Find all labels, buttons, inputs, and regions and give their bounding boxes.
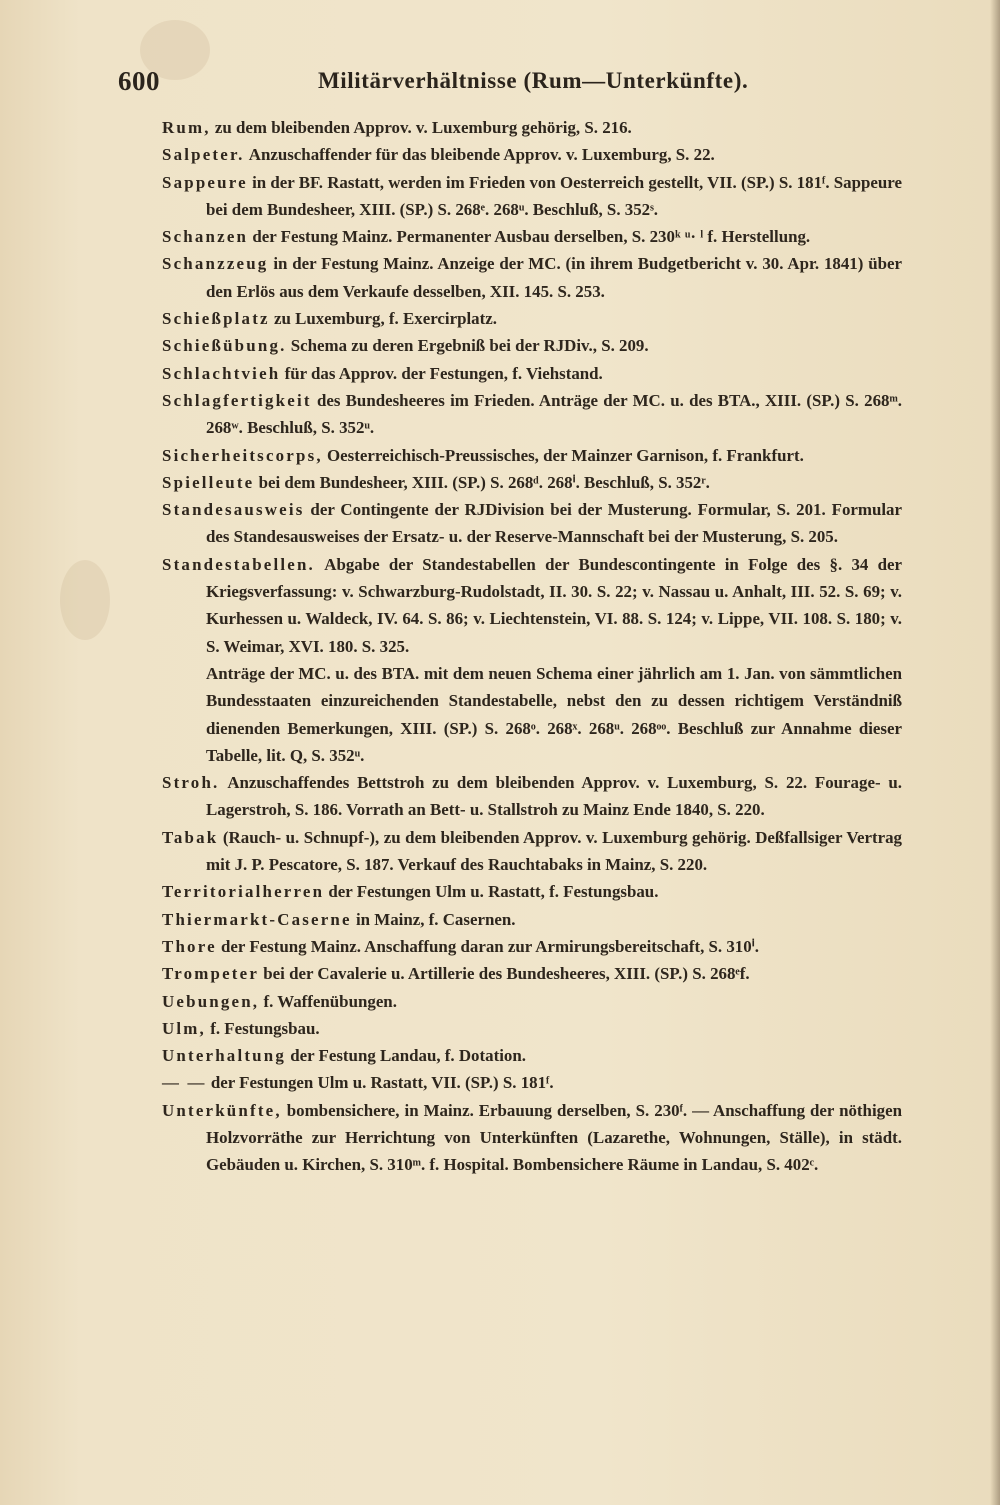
index-entry (162, 169, 902, 224)
index-entry (162, 906, 902, 933)
page-number: 600 (118, 66, 160, 96)
entry-text: f. Festungsbau. (210, 1018, 320, 1038)
entry-text: der Contingente der RJDivision bei der Musterung. Formular, S. 201. Formular des Standesausweises der Ersatz- u. der Reserve-Mannschaft bei der Musterung, S. 205. (206, 500, 902, 547)
index-entry (162, 824, 902, 879)
index-entry (162, 141, 902, 168)
entry-term: Stroh. (162, 773, 220, 793)
paper-stain (60, 560, 110, 640)
index-entry (162, 223, 902, 250)
index-entry (162, 960, 902, 987)
entry-term: Salpeter. (162, 145, 245, 165)
entry-term: Territorialherren (162, 882, 325, 902)
index-entry (162, 332, 902, 359)
index-entry (162, 305, 902, 332)
entry-text: in der Festung Mainz. Anzeige der MC. (in ihrem Budgetbericht v. 30. Apr. 1841) über den Erlös aus dem Verkaufe desselben, XII. 145. S. 253. (206, 254, 902, 301)
entry-term: Standesausweis (162, 500, 305, 520)
entry-text: Schema zu deren Ergebniß bei der RJDiv., S. 209. (290, 336, 649, 356)
index-entry (162, 114, 902, 141)
entry-term: Spielleute (162, 472, 255, 492)
entry-text: der Festung Landau, f. Dotation. (290, 1046, 526, 1066)
entry-term: Unterhaltung (162, 1046, 286, 1066)
entry-text: der Festung Mainz. Permanenter Ausbau derselben, S. 230ᵏ ᵘ· ˡ f. Herstellung. (252, 227, 811, 247)
running-head: Militärverhältnisse (Rum—Unterkünfte). (318, 68, 749, 93)
entry-text: bei der Cavalerie u. Artillerie des Bundesheeres, XIII. (SP.) S. 268ᵉf. (263, 964, 750, 984)
entry-text: zu dem bleibenden Approv. v. Luxemburg gehörig, S. 216. (214, 118, 632, 137)
index-entry (162, 1015, 902, 1042)
entry-term: Schlachtvieh (162, 363, 281, 383)
entry-text: Anzuschaffender für das bleibende Approv. v. Luxemburg, S. 22. (248, 145, 715, 165)
entry-term: Schanzen (162, 227, 249, 247)
entry-text: Abgabe der Standestabellen der Bundescontingente in Folge des §. 34 der Kriegsverfassung: v. Schwarzburg-Rudolstadt, II. 30. S. 22; v. Nassau u. Anhalt, III. 52. S. 69; v. Kurhessen u. Waldeck, IV. 64. S. 86; v. Liechtenstein, VI. 88. S. 124; v. Lippe, VII. 108. S. 180; v. S. Weimar, XVI. 180. S. 325. (206, 554, 902, 656)
entry-term: Schanzzeug (162, 254, 269, 274)
entry-term: Unterkünfte, (162, 1100, 282, 1120)
entry-text: f. Waffenübungen. (263, 991, 397, 1011)
index-entry (162, 250, 902, 305)
index-entry (162, 878, 902, 905)
entry-text: für das Approv. der Festungen, f. Viehstand. (284, 363, 603, 383)
entry-text: der Festung Mainz. Anschaffung daran zur Armirungsbereitschaft, S. 310ⁱ. (221, 936, 759, 956)
entry-term: Uebungen, (162, 991, 260, 1011)
index-entry (162, 660, 902, 769)
index-entry (162, 933, 902, 960)
entry-term: Schießübung. (162, 336, 287, 356)
index-entry (162, 387, 902, 442)
index-entry (162, 551, 902, 660)
index-entry (162, 1097, 902, 1179)
entry-text: Oesterreichisch-Preussisches, der Mainzer Garnison, f. Frankfurt. (327, 445, 804, 465)
index-entry (162, 442, 902, 469)
entry-text: der Festungen Ulm u. Rastatt, VII. (SP.) S. 181ᶠ. (210, 1073, 554, 1093)
entry-term: Rum, (162, 118, 211, 137)
index-entry (162, 769, 902, 824)
entry-text: in Mainz, f. Casernen. (355, 909, 516, 929)
page-header (118, 66, 898, 106)
index-entry (162, 988, 902, 1015)
entry-text: Anzuschaffendes Bettstroh zu dem bleibenden Approv. v. Luxemburg, S. 22. Fourage- u. Lagerstroh, S. 186. Vorrath an Bett- u. Stallstroh zu Mainz Ende 1840, S. 220. (206, 773, 902, 820)
entry-term: — — (162, 1073, 207, 1093)
entry-text: des Bundesheeres im Frieden. Anträge der MC. u. des BTA., XIII. (SP.) S. 268ᵐ. 268ʷ. Beschluß, S. 352ᵘ. (206, 390, 902, 438)
entry-text: der Festungen Ulm u. Rastatt, f. Festungsbau. (328, 882, 659, 902)
index-entry (162, 469, 902, 496)
entry-text: bei dem Bundesheer, XIII. (SP.) S. 268ᵈ. 268ⁱ. Beschluß, S. 352ʳ. (258, 472, 710, 492)
entry-text: bombensichere, in Mainz. Erbauung derselben, S. 230ᶠ. — Anschaffung der nöthigen Holzvorräthe zur Herrichtung von Unterkünften (Lazarethe, Wohnungen, Ställe), in städt. Gebäuden u. Kirchen, S. 310ᵐ. f. Hospital. Bombensichere Räume in Landau, S. 402ᶜ. (206, 1100, 902, 1175)
entry-term: Thore (162, 936, 217, 956)
index-entry (162, 1042, 902, 1069)
entry-text: Anträge der MC. u. des BTA. mit dem neuen Schema einer jährlich am 1. Jan. von sämmtlichen Bundesstaaten einzureichenden Standestabelle, nebst den zu dessen richtigem Verständniß dienenden Bemerkungen, XIII. (SP.) S. 268ᵒ. 268ˣ. 268ᵘ. 268ᵒᵒ. Beschluß zur Annahme dieser Tabelle, lit. Q, S. 352ᵘ. (206, 663, 902, 765)
entry-term: Ulm, (162, 1018, 206, 1038)
entry-term: Sappeure (162, 172, 248, 192)
entry-term: Schießplatz (162, 309, 270, 329)
entry-term: Thiermarkt-Caserne (162, 909, 352, 929)
entry-term: Tabak (162, 827, 219, 847)
index-entry (162, 1069, 902, 1096)
index-entry (162, 360, 902, 387)
entry-text: zu Luxemburg, f. Exercirplatz. (273, 309, 497, 329)
entry-text: in der BF. Rastatt, werden im Frieden von Oesterreich gestellt, VII. (SP.) S. 181ᶠ. Sappeure bei dem Bundesheer, XIII. (SP.) S. 268ᵉ. 268ᵘ. Beschluß, S. 352ˢ. (206, 172, 902, 219)
entry-term: Trompeter (162, 964, 260, 984)
entry-term: Standestabellen. (162, 554, 315, 574)
index-entry (162, 496, 902, 551)
entry-term: Schlagfertigkeit (162, 390, 312, 410)
index-entries (162, 114, 902, 1179)
entry-term: Sicherheitscorps, (162, 445, 323, 465)
entry-text: (Rauch- u. Schnupf-), zu dem bleibenden Approv. v. Luxemburg gehörig. Deßfallsiger Vertrag mit J. P. Pescatore, S. 187. Verkauf des Rauchtabaks in Mainz, S. 220. (206, 827, 902, 875)
